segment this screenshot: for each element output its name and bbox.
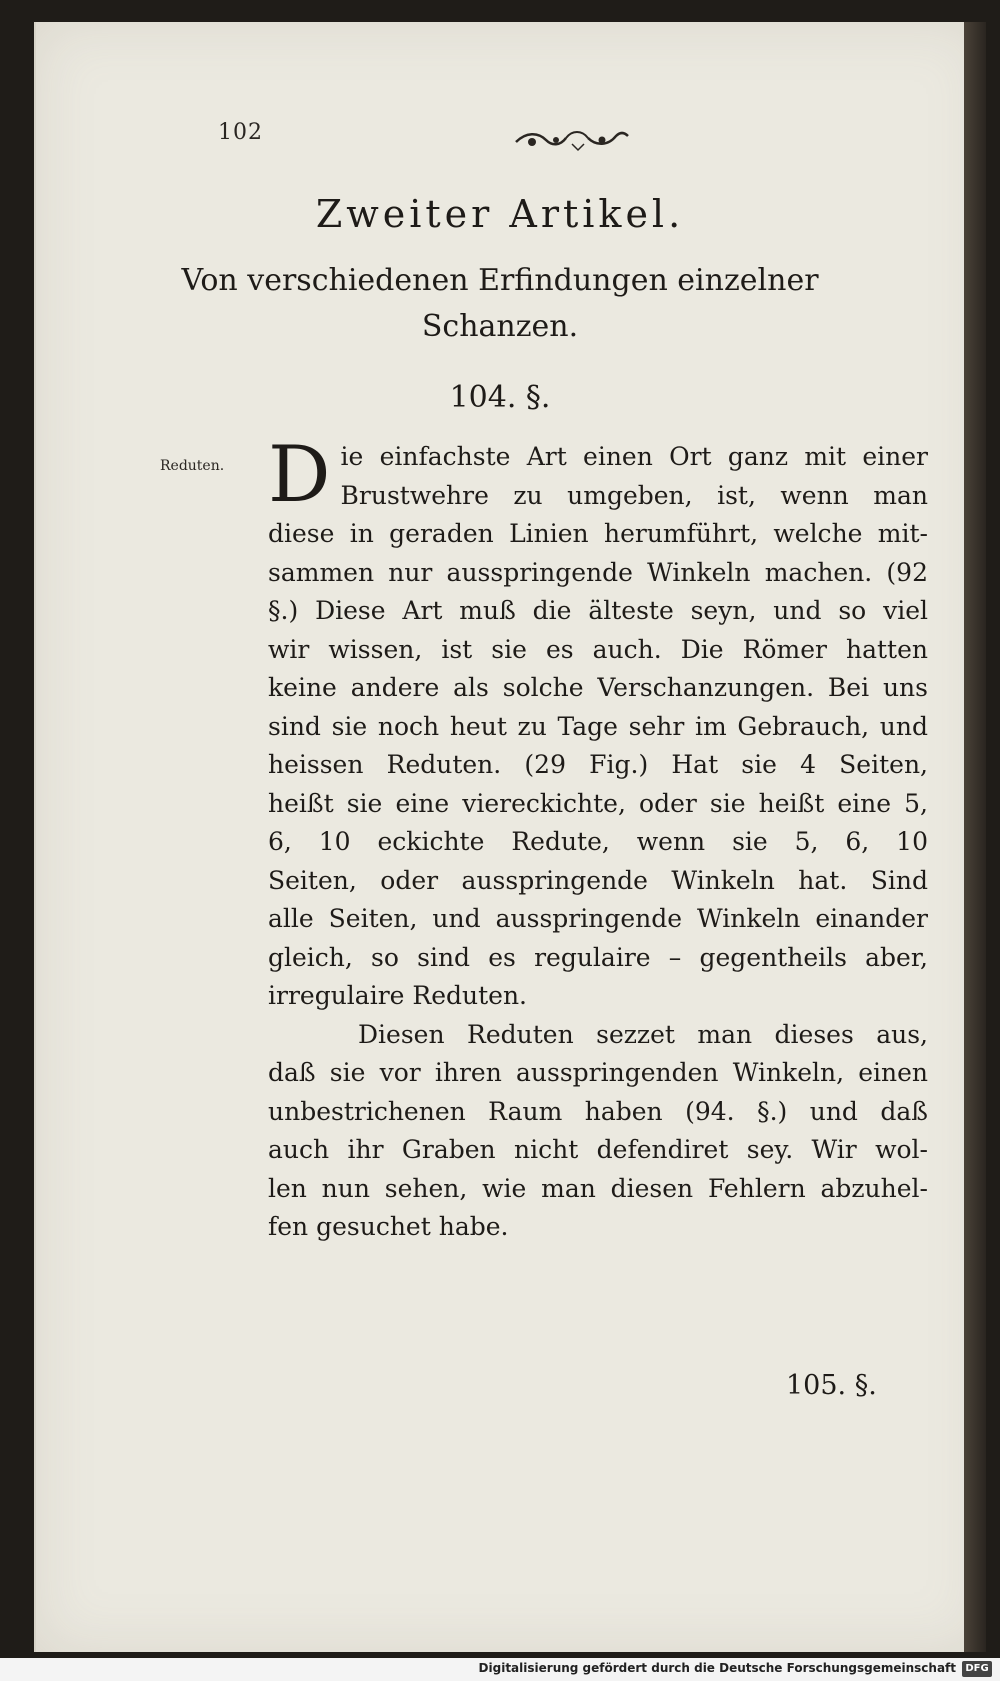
catchword: 105. §. xyxy=(786,1370,877,1401)
text-line: unbestrichenen Raum haben (94. §.) und daß xyxy=(268,1096,928,1126)
text-line: 6, 10 eckichte Redute, wenn sie 5, 6, 10 xyxy=(268,827,928,856)
text-line: sammen nur ausspringende Winkeln machen. (92 xyxy=(268,557,928,587)
text-line: ie einfachste Art einen Ort ganz mit einer xyxy=(340,442,928,471)
text-line: Brustwehre zu umgeben, ist, wenn man xyxy=(340,480,928,510)
text-line: heissen Reduten. (29 Fig.) Hat sie 4 Seiten, xyxy=(268,750,928,779)
text-line: Seiten, oder ausspringende Winkeln hat. Sind xyxy=(268,865,928,895)
text-line: heißt sie eine viereckichte, oder sie heißt eine 5, xyxy=(268,788,928,818)
chapter-title: Zweiter Artikel. xyxy=(315,192,685,236)
dfg-logo-icon: DFG xyxy=(962,1661,992,1677)
text-line: len nun sehen, wie man diesen Fehlern abzuhel- xyxy=(268,1173,928,1203)
text-line: fen gesuchet habe. xyxy=(268,1212,509,1241)
ornament-icon xyxy=(512,126,632,154)
text-line: alle Seiten, und ausspringende Winkeln einander xyxy=(268,904,928,933)
section-title-line: Von verschiedenen Erfindungen einzelner xyxy=(181,263,819,298)
text-line: auch ihr Graben nicht defendiret sey. Wir wol- xyxy=(268,1135,928,1164)
drop-cap: D xyxy=(268,430,331,520)
text-line: sind sie noch heut zu Tage sehr im Gebrauch, und xyxy=(268,711,928,741)
footer-bar xyxy=(0,1658,1000,1681)
text-line: gleich, so sind es regulaire – gegentheils aber, xyxy=(268,942,928,972)
section-title xyxy=(0,258,1000,350)
section-title-line: Schanzen. xyxy=(421,309,579,344)
text-line: wir wissen, ist sie es auch. Die Römer hatten xyxy=(268,634,928,664)
footer-credit: Digitalisierung gefördert durch die Deutsche Forschungsgemeinschaft xyxy=(478,1661,956,1675)
text-line: Diesen Reduten sezzet man dieses aus, xyxy=(358,1019,928,1049)
text-line: irregulaire Reduten. xyxy=(268,981,527,1010)
body-text xyxy=(268,430,928,1247)
paragraph-number: 104. §. xyxy=(449,380,551,415)
text-line: daß sie vor ihren ausspringenden Winkeln, einen xyxy=(268,1058,928,1087)
text-line: keine andere als solche Verschanzungen. Bei uns xyxy=(268,673,928,702)
page-number: 102 xyxy=(218,120,263,145)
margin-note: Reduten. xyxy=(160,458,225,474)
text-line: §.) Diese Art muß die älteste seyn, und so viel xyxy=(268,596,928,625)
text-line: diese in geraden Linien herumführt, welche mit- xyxy=(268,519,928,548)
